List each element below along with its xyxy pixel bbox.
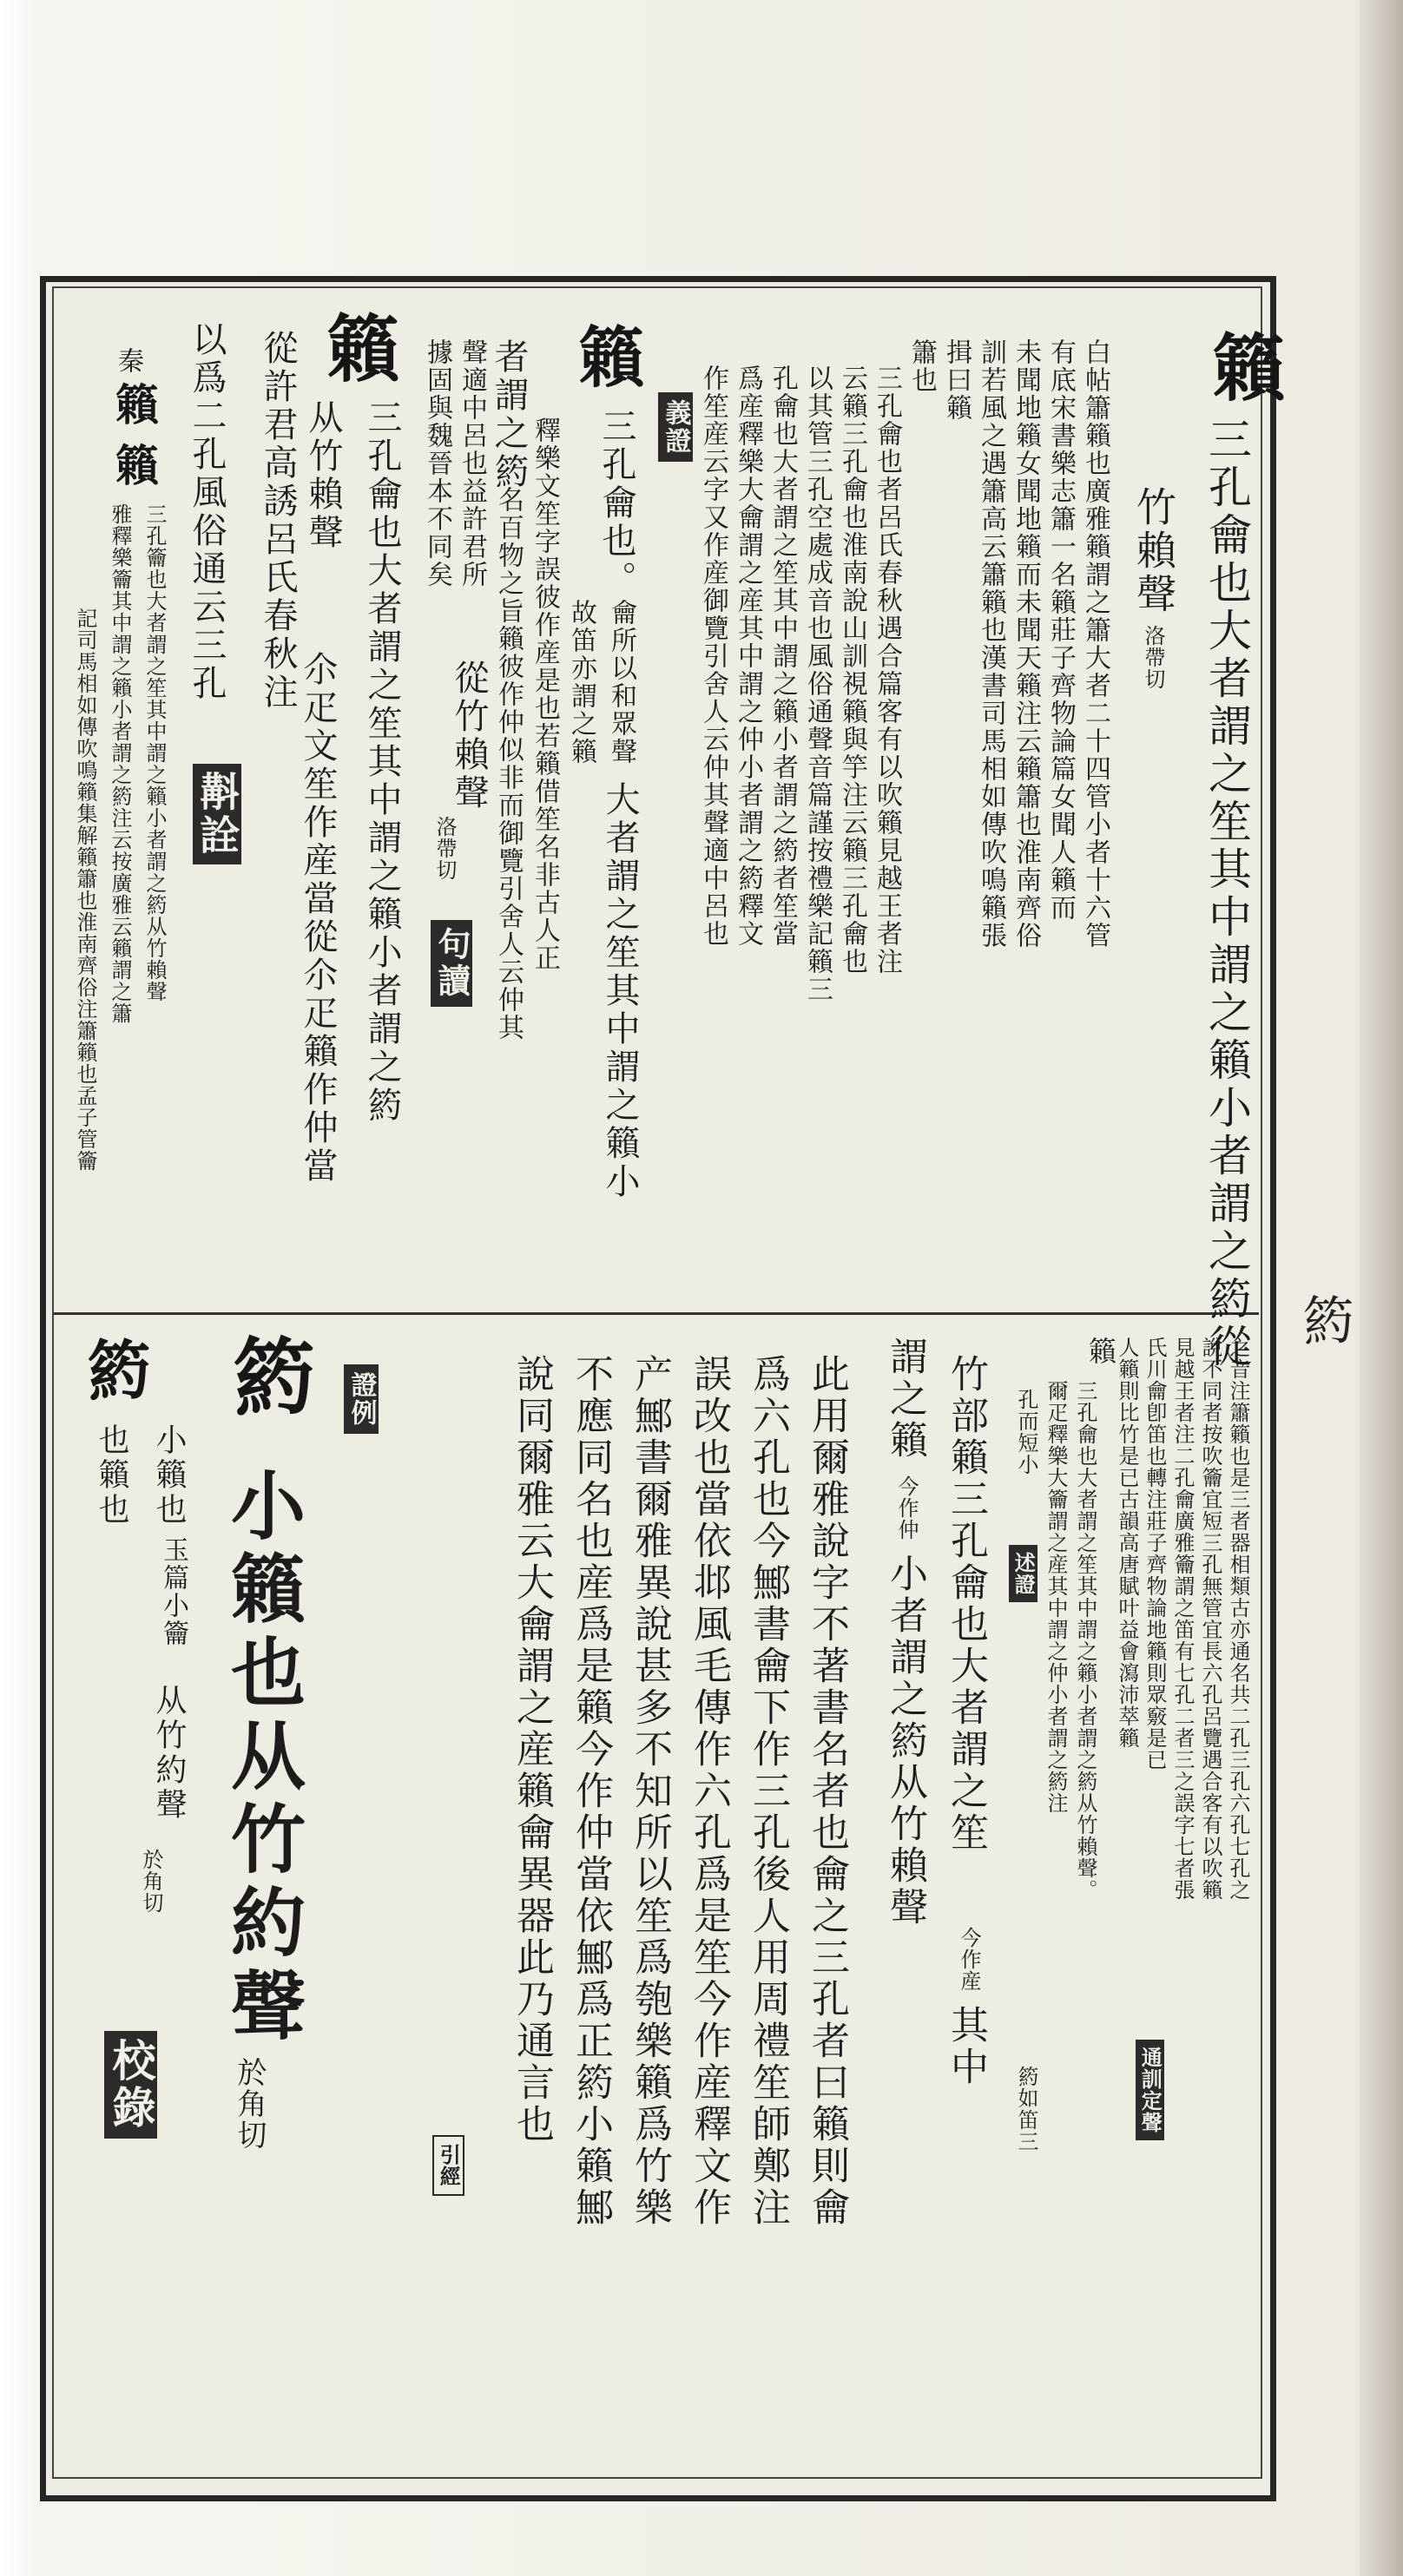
seal-character: 箹	[219, 1333, 317, 1416]
main-text-column: 說同爾雅云大龠謂之産籟龠異器此乃通言也	[510, 1354, 554, 2146]
yizheng-tag: 義證	[658, 392, 693, 462]
tongxun-column: 人籟則比竹是已古韻高唐賦叶益會瀉沛萃籟	[1115, 1337, 1139, 1749]
main-text-column: 謂之籟	[883, 1337, 927, 1462]
yizheng-column: 三孔龠也者呂氏春秋遇合篇客有以吹籟見越王者注	[872, 365, 902, 976]
seal-character: 籟	[109, 382, 160, 425]
left-note-prefix: 秦	[113, 347, 143, 375]
judu-note: 據固與魏晉本不同矣	[422, 338, 452, 588]
main-text-note: 今作仲	[894, 1475, 919, 1541]
left-bottom-column: 於角切	[139, 1849, 163, 1914]
judu-definition: 大者謂之笙其中謂之籟小	[600, 781, 640, 1201]
headword-definition: 三孔龠也大者謂之笙其中謂之籟小者謂之箹從	[1202, 417, 1252, 1371]
yizheng-column: 孔龠也大者謂之笙其中謂之籟小者謂之箹者笙當	[767, 365, 798, 948]
left-bottom-column: 从竹約聲	[151, 1684, 187, 1823]
commentary-column: 未聞地籟女聞地籟而未聞天籟注云籟簫也淮南齊俗	[1011, 338, 1041, 950]
left-bottom-column: 也籟也	[94, 1423, 129, 1528]
main-text-column: 小者謂之箹从竹賴聲	[883, 1554, 927, 1929]
judu-definition: 從竹賴聲	[449, 660, 489, 812]
main-text-column: 誤改也當依邶風毛傳作六孔爲是笙今作産釋文作	[687, 1354, 731, 2229]
tongxun-column: 之音注簫籟也是三者器相類古亦通名共二孔三孔六孔七孔之	[1226, 1337, 1250, 1901]
main-text-column: 不應同名也産爲是籟今作仲當依鄦爲正箹小籟鄦	[569, 1354, 613, 2229]
judu-note: 聲適中呂也益許君所	[457, 338, 487, 588]
main-text-column: 其中	[944, 2005, 988, 2088]
big-heading: 小籟也从竹約聲	[218, 1467, 306, 2050]
judu-note: 龠所以和眾聲	[606, 599, 636, 766]
commentary-column: 簫也	[906, 338, 937, 394]
seal-character: 籟	[109, 443, 160, 486]
jiaolu-tag: 校錄	[104, 2031, 157, 2139]
commentary-column: 訓若風之遇簫高云簫籟也漢書司馬相如傳吹鳴籟張	[976, 338, 1006, 950]
section-divider	[54, 1312, 1259, 1315]
judu-definition: 者謂之箹	[489, 338, 529, 491]
jiquan-definition: 以爲二孔風俗通云三孔	[187, 321, 227, 703]
seal-character: 箹	[76, 1337, 151, 1401]
pronunciation: 竹賴聲	[1130, 486, 1177, 616]
yizheng-column: 作笙産云字又作産御覽引舍人云仲其聲適中呂也	[698, 365, 728, 948]
yizheng-column: 爲産釋樂大龠謂之産其中謂之仲小者謂之箹釋文	[733, 365, 763, 948]
tongxun-column: 見越王者注二孔龠廣雅籥謂之笛有七孔二者三之誤字七者張	[1170, 1337, 1195, 1901]
tongxun-column: 說不同者按吹籥宜短三孔無管宜長六孔呂覽遇合客有以吹籟	[1198, 1337, 1222, 1901]
left-note-column: 雅釋樂籥其中謂之籟小者謂之箹注云按廣雅云籟謂之簫	[108, 503, 132, 1024]
main-text-note: 今作産	[957, 1927, 981, 1992]
commentary-column: 揖曰籟	[941, 338, 972, 422]
shuzheng-column: 三孔龠也大者謂之笙其中謂之籟小者謂之箹从竹賴聲。	[1073, 1380, 1097, 1901]
judu-definition: 三孔龠也。	[596, 408, 636, 599]
main-text-column: 竹部籟三孔龠也大者謂之笙	[944, 1354, 988, 1854]
judu-note: 釋樂文笙字誤彼作産是也若籟借笙名非古人正	[530, 417, 560, 972]
zhengli-tag: 證例	[344, 1364, 379, 1434]
yizheng-column: 云籟三孔龠也淮南說山訓視籟與竽注云籟三孔龠也	[837, 365, 867, 976]
main-text-column: 此用爾雅說字不著書名者也龠之三孔者曰籟則龠	[805, 1354, 849, 2229]
shuzheng-column: 箹如笛三	[1014, 2066, 1038, 2152]
jiquan-definition: 三孔龠也大者謂之笙其中謂之籟小者謂之箹	[362, 399, 402, 1125]
shuzheng-tag: 述證	[1009, 1545, 1037, 1602]
main-text-note: 引經	[432, 2135, 464, 2196]
left-bottom-column: 玉篇小籥	[158, 1536, 188, 1647]
book-spine	[1360, 0, 1403, 2576]
jiquan-definition: 从竹賴聲	[303, 399, 343, 552]
seal-character: 籟	[568, 323, 645, 389]
yizheng-column: 以其管三孔空處成音也風俗通聲音篇謹按禮樂記籟三	[802, 365, 833, 1003]
shuzheng-column: 孔而短小	[1014, 1389, 1038, 1475]
jiquan-definition: 從許君高誘呂氏春秋注	[258, 330, 298, 712]
pronunciation-note: 洛帶切	[1141, 625, 1165, 690]
shuzheng-column: 籟	[1084, 1337, 1117, 1365]
big-heading-note: 於角切	[232, 2057, 267, 2151]
seal-character: 籟	[315, 311, 401, 384]
left-bottom-column: 小籟也	[151, 1423, 187, 1528]
judu-note: 名百物之旨籟彼作仲似非而御覽引舍人云仲其	[493, 486, 524, 1042]
main-text-column: 产鄦書爾雅異說甚多不知所以笙爲匏樂籟爲竹樂	[628, 1354, 672, 2229]
judu-note: 洛帶切	[432, 816, 457, 881]
left-note-column: 三孔籥也大者謂之笙其中謂之籟小者謂之箹从竹賴聲	[142, 503, 167, 1002]
tongxun-tag: 通訓定聲	[1136, 2040, 1164, 2140]
jiquan-tag: 斠詮	[193, 764, 241, 864]
tongxun-column: 氏川龠卽笛也轉注莊子齊物論地籟則眾竅是已	[1143, 1337, 1167, 1771]
left-note-column: 記司馬相如傳吹鳴籟集解籟簫也淮南齊俗注簫籟也孟子管籥	[73, 608, 97, 1172]
margin-character: 箹	[1294, 1293, 1354, 1345]
headword-seal: 籟	[1201, 330, 1287, 403]
jiquan-definition: 尒疋文笙作産當從尒疋籟作仲當	[298, 651, 338, 1186]
judu-note: 故笛亦謂之籟	[566, 599, 596, 766]
commentary-column: 白帖簫籟也廣雅籟謂之簫大者二十四管小者十六管	[1080, 338, 1110, 950]
commentary-column: 有底宋書樂志簫一名籟莊子齊物論篇女聞人籟而	[1045, 338, 1076, 922]
judu-tag: 句讀	[431, 920, 472, 1007]
main-text-column: 爲六孔也今鄦書龠下作三孔後人用周禮笙師鄭注	[746, 1354, 790, 2229]
shuzheng-column: 爾疋釋樂大籥謂之産其中謂之仲小者謂之箹注	[1044, 1380, 1068, 1814]
